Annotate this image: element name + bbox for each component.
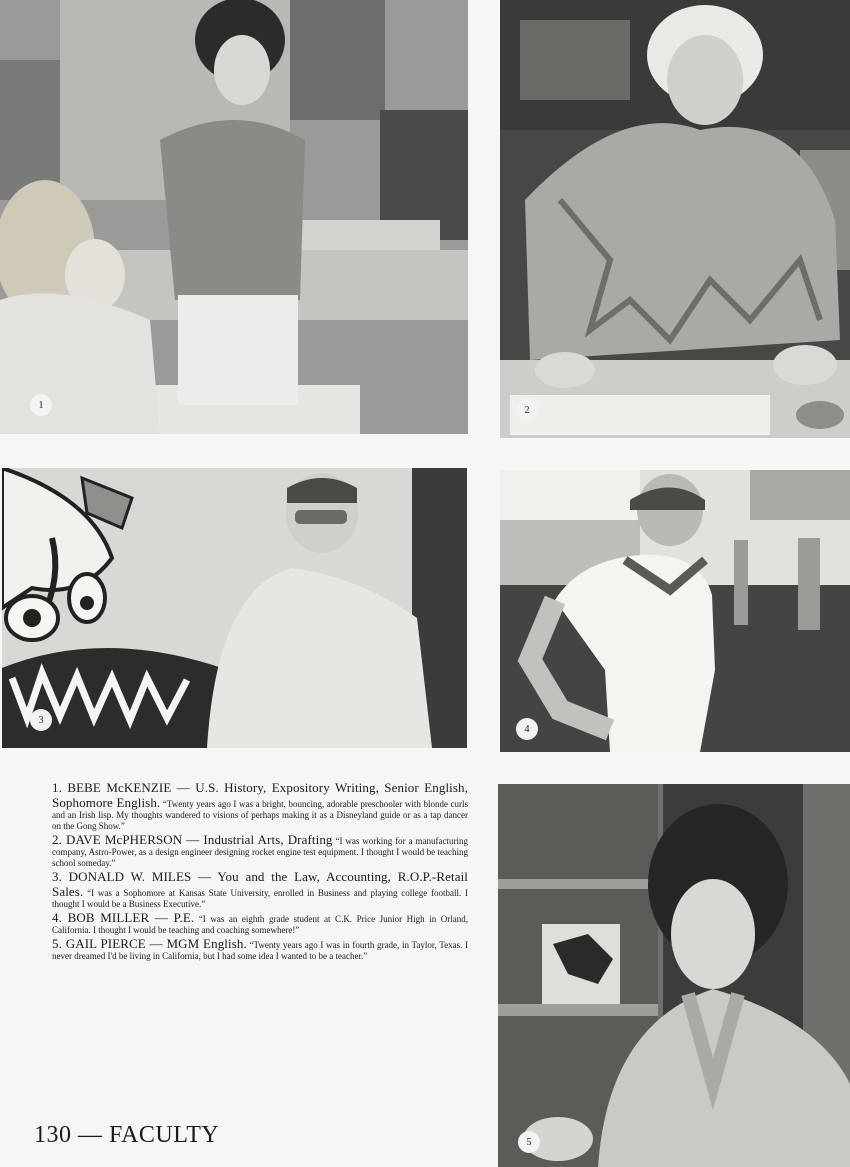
caption-2-name: 2. DAVE McPHERSON — Industrial Arts, Drafting — [52, 832, 333, 847]
caption-5-quote: “Twenty years ago I was in fourth grade, in Taylor, Texas. I never dreamed I'd be living in California, but I had some idea I wanted to be a teacher.” — [52, 940, 468, 961]
photo-5 — [498, 784, 850, 1167]
section-title: — FACULTY — [78, 1122, 220, 1148]
photo-2-number: 2 — [516, 399, 538, 421]
caption-1-quote: “Twenty years ago I was a bright, bouncing, adorable preschooler with blonde curls and an Irish lisp. My thoughts wandered to visions of perhaps making it as a Disneyland guide or as a tap dancer on the Gong Show.” — [52, 799, 469, 831]
photo-4-image — [500, 470, 850, 752]
caption-4-quote: “I was an eighth grade student at C.K. Price Junior High in Orland, California. I thought I would be teaching and coaching somewhere!” — [52, 914, 469, 935]
photo-3-number: 3 — [30, 709, 52, 731]
photo-1 — [0, 0, 468, 434]
photo-4 — [500, 470, 850, 752]
caption-4-name: 4. BOB MILLER — P.E. — [52, 910, 195, 925]
caption-3-name: 3. DONALD W. MILES — You and the Law, Accounting, R.O.P.-Retail Sales. — [52, 869, 468, 899]
caption-3-quote: “I was a Sophomore at Kansas State University, enrolled in Business and playing college football. I thought I would be a Business Executive.” — [52, 888, 468, 909]
caption-4 — [52, 910, 468, 936]
caption-5-name: 5. GAIL PIERCE — MGM English. — [52, 936, 247, 951]
photo-4-number: 4 — [516, 718, 538, 740]
caption-2 — [52, 832, 468, 869]
caption-1 — [52, 780, 468, 832]
caption-block — [52, 780, 468, 962]
caption-1-name: 1. BEBE McKENZIE — U.S. History, Expository Writing, Senior English, Sophomore English. — [52, 780, 468, 810]
photo-2-image — [500, 0, 850, 438]
page-footer — [34, 1122, 219, 1149]
photo-1-number: 1 — [30, 394, 52, 416]
caption-3 — [52, 869, 468, 910]
photo-3 — [2, 468, 467, 748]
photo-5-number: 5 — [518, 1131, 540, 1153]
caption-2-quote: “I was working for a manufacturing company, Astro-Power, as a design engineer designing rocket engine test equipment. I thought I would be teaching school someday.” — [52, 836, 468, 868]
photo-5-image — [498, 784, 850, 1167]
photo-3-image — [2, 468, 467, 748]
photo-2 — [500, 0, 850, 438]
page-number: 130 — [34, 1122, 72, 1148]
photo-1-image — [0, 0, 468, 434]
caption-5 — [52, 936, 468, 962]
